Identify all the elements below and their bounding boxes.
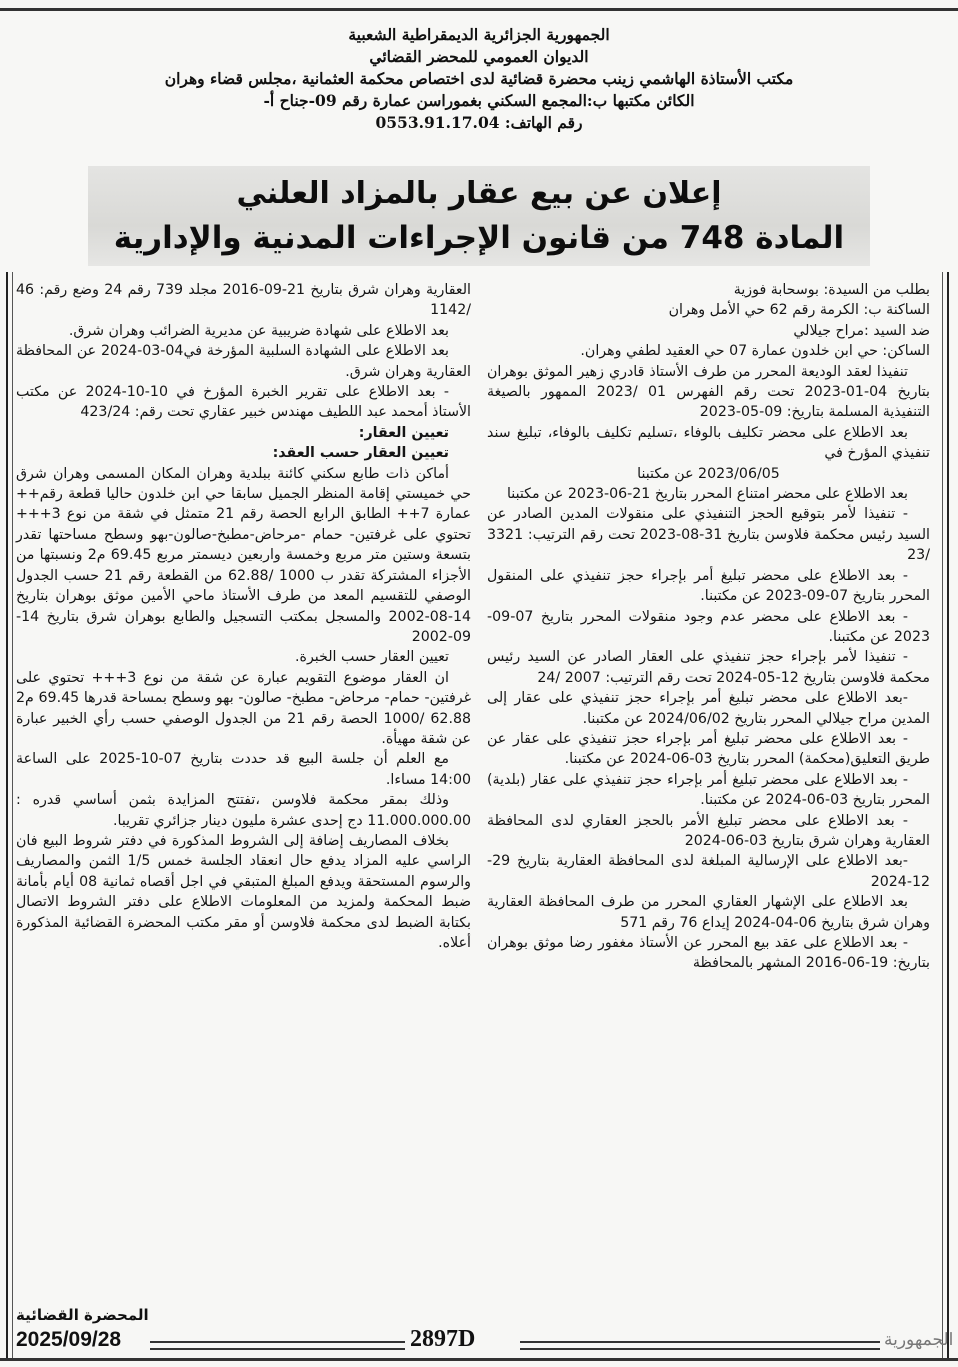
paragraph: بعد الاطلاع على محضر تكليف بالوفاء ،تسليم تكليف بالوفاء، تبليغ سند تنفيذي المؤرخ في (487, 424, 930, 462)
notice-subtitle: المادة 748 من قانون الإجراءات المدنية والإدارية (113, 220, 845, 256)
paragraph: تنفيذا لعقد الوديعة المحرر من طرف الأستاذ قادري زهير الموثق بوهران بتاريخ 04-01-2023 تحت رقم الفهرس 01 /2023 الممهور بالصيغة التنفيذية المسلمة بتاريخ: 09-05-2023 (487, 363, 930, 421)
paragraph: بعد الاطلاع على محضر امتناع المحرر بتاريخ 21-06-2023 عن مكتبنا (506, 486, 908, 503)
right-column (487, 280, 930, 974)
footer-rule (150, 1341, 405, 1350)
header-office: الديوان العمومي للمحضر القضائي (369, 47, 589, 66)
defendant: ضد السيد :مراح جيلالي (793, 322, 930, 339)
paragraph: - تنفيذا لأمر بإجراء حجز تنفيذي على العقار الصادر عن السيد رئيس محكمة فلاوسن بتاريخ 12-05-2024 تحت رقم الترتيب: 2007 /24 (487, 649, 930, 686)
bottom-rule (0, 1358, 958, 1361)
paragraph: - بعد الاطلاع على تقرير الخبرة المؤرخ في 10-10-2024 عن مكتب الأستاذ أمحمد عبد اللطيف مهندس خبير عقاري تحت رقم: 423/24 (16, 384, 471, 421)
auction-date: مع العلم أن جلسة البيع قد حددت بتاريخ 07-10-2025 على الساعة 14:00 مساءا. (16, 751, 471, 788)
expert-description: ان العقار موضوع التقويم عبارة عن شقة من نوع 3+++ تحتوي على غرفتين- حمام- مرحاض- مطبخ- صالون- بهو وسطح بمساحة قدرها 69.45 م2 62.88 /1000 الحصة رقم 21 من الجدول الوصفي حسب رأي الخبير عبارة عن شقة مهيأة. (16, 669, 472, 747)
header-country: الجمهورية الجزائرية الديمقراطية الشعبية (348, 25, 610, 44)
paragraph: 2023/06/05 عن مكتبنا (637, 465, 780, 482)
document-header (100, 24, 858, 134)
notice-title: إعلان عن بيع عقار بالمزاد العلني (236, 176, 722, 211)
section-heading: تعيين العقار حسب العقد: (272, 445, 449, 462)
defendant-address: الساكن: حي ابن خلدون عمارة 07 حي العقيد لطفي وهران. (580, 343, 930, 360)
paragraph: -بعد الاطلاع على الإرسالية المبلغة لدى المحافظة العقارية بتاريخ 29-12-2024 (487, 853, 930, 890)
paragraph: - تنفيذا لأمر بتوقيع الحجز التنفيذي على منقولات المدين الصادر عن السيد رئيس محكمة فلاوسن بتاريخ 31-08-2023 تحت رقم الترتيب: 3321 /23 (487, 506, 930, 564)
paragraph: - بعد الاطلاع على محضر عدم وجود منقولات المحرر بتاريخ 07-09-2023 عن مكتبنا. (487, 608, 930, 645)
header-address: الكائن مكتبها ب:المجمع السكني بغموراسن عمارة رقم 09-جناح أ- (263, 91, 695, 110)
paragraph: - بعد الاطلاع على عقد بيع المحرر عن الأستاذ مغفور رضا موثق بوهران بتاريخ: 19-06-2016 المشهر بالمحافظة (487, 935, 930, 972)
signature: المحضرة القضائية (16, 1306, 149, 1324)
paragraph: بعد الاطلاع على الإشهار العقاري المحرر من طرف المحافظة العقارية وهران شرق بتاريخ 06-04-2024 إيداع 76 رقم 571 (487, 894, 930, 931)
paragraph: - بعد الاطلاع على محضر تبليغ أمر بإجراء حجز تنفيذي على عقار (بلدية) المحرر بتاريخ 03-06-2024 عن مكتبنا. (487, 771, 930, 809)
left-column (16, 280, 471, 953)
property-description: أماكن ذات طابع سكني كائنة ببلدية وهران المكان المسمى وهران شرق حي خميستي إقامة المنظر الجميل سابقا حي ابن خلدون حاليا قطعة رقم++ عمارة 7++ الطابق الرابع الحصة رقم 21 متمثل في شقة من نوع 3+++ تحتوي على غرفتين- حمام -مرحاض-مطبخ-صالون-بهو وسطح مساحتها تقدر بتسعة وستين متر مربع وخمسة واربعين ديسمتر مربع 69.45 م2 ونسبتها من الأجزاء المشتركة تقدر ب 1000 /62.88 من القطعة رقم 21 حسب الجدول الوصفي للتقسيم المعد من طرف الأستاذ ماحي الأمين موثق بوهران بتاريخ 14-08-2002 والمسجل بمكتب التسجيل والطابع بوهران شرق بتاريخ 14-09-2002 (16, 465, 472, 645)
applicant-address: الساكنة ب: الكرمة رقم 62 حي الأمل وهران (668, 302, 930, 319)
auction-price: وذلك بمقر محكمة فلاوسن ،تفتتح المزايدة بثمن أساسي قدره : 11.000.000.00 دج إحدى عشرة مليون دينار جزائري تقريبا. (16, 792, 471, 829)
notice-title-box (88, 166, 870, 266)
footer-rule (520, 1341, 880, 1350)
header-bailiff: مكتب الأستاذة الهاشمي زينب محضرة قضائية لدى اختصاص محكمة العثمانية ،مجلس قضاء وهران (164, 69, 794, 88)
paragraph: بعد الاطلاع على شهادة ضريبية عن مديرية الضرائب وهران شرق. (68, 322, 449, 339)
paragraph: العقارية وهران شرق بتاريخ 21-09-2016 مجلد 739 رقم 24 وضع رقم: 46 /1142 (16, 282, 472, 319)
footer-date: 2025/09/28 (16, 1328, 122, 1351)
paragraph: بعد الاطلاع على الشهادة السلبية المؤرخة في04-03-2024 عن المحافظة العقارية وهران شرق. (16, 343, 471, 380)
header-phone: رقم الهاتف: 0553.91.17.04 (375, 113, 583, 132)
applicant: بطلب من السيدة: بوسحابة فوزية (733, 282, 930, 298)
newspaper-logo: الجمهورية (884, 1330, 954, 1350)
frame-border-left (6, 272, 13, 1358)
auction-conditions: بخلاف المصاريف إضافة إلى الشروط المذكورة في دفتر شروط البيع فان الراسي عليه المزاد يدفع حال انعقاد الجلسة خمس 1/5 الثمن والمصاريف والرسوم المستحقة ويدفع المبلغ المتبقي في اجل أقصاه ثمانية 08 أيام بأمانة ضبط المحكمة ولمزيد من المعلومات الاطلاع على دفتر الشروط الاتصال بكتابة الضبط لدى محكمة فلاوسن أو مقر مكتب المحضرة القضائية المذكورة أعلاه. (16, 832, 472, 951)
paragraph: -بعد الاطلاع على محضر تبليغ أمر بإجراء حجز تنفيذي على عقار إلى المدين مراح جيلالي المحرر بتاريخ 2024/06/02 عن مكتبنا. (487, 690, 930, 727)
footer-ad-code: 2897D (410, 1326, 476, 1352)
frame-border-right (942, 272, 949, 1358)
section-heading: تعيين العقار: (358, 424, 449, 441)
paragraph: - بعد الاطلاع على محضر تبليغ أمر بإجراء حجز تنفيذي على المنقول المحرر بتاريخ 07-09-2023 عن مكتبنا. (487, 567, 930, 605)
section-heading: تعيين العقار حسب الخبرة. (295, 649, 449, 666)
top-rule (0, 8, 958, 11)
paragraph: - بعد الاطلاع على محضر تبليغ الأمر بالحجز العقاري لدى المحافظة العقارية وهران شرق بتاريخ 03-06-2024 (487, 812, 930, 849)
paragraph: - بعد الاطلاع على محضر تبليغ أمر بإجراء حجز تنفيذي على عقار عن طريق التعليق(محكمة) المحرر بتاريخ 03-06-2024 عن مكتبنا. (487, 730, 930, 768)
